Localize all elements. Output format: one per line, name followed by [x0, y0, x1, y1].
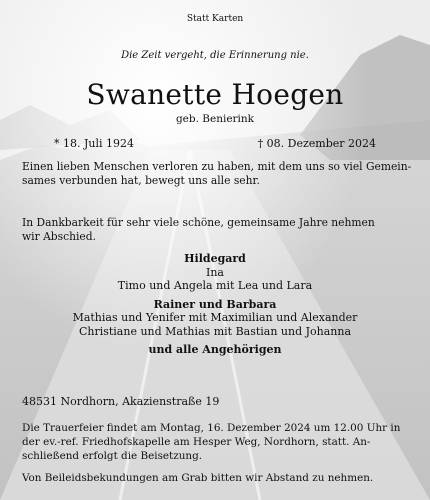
mourner-name: Timo und Angela mit Lea und Lara	[117, 279, 313, 292]
paragraph-line: In Dankbarkeit für sehr viele schöne, gemeinsame Jahre nehmen	[22, 216, 375, 229]
header-quote: Die Zeit vergeht, die Erinnerung nie.	[121, 50, 309, 61]
paragraph-loss	[22, 160, 412, 188]
paragraph-condolence-note: Von Beileidsbekundungen am Grab bitten wir Abstand zu nehmen.	[22, 472, 374, 484]
mourners-list	[0, 252, 430, 357]
paragraph-line: der ev.-ref. Friedhofskapelle am Hesper Weg, Nordhorn, statt. An-	[22, 436, 371, 448]
address: 48531 Nordhorn, Akazienstraße 19	[22, 395, 220, 408]
paragraph-ceremony	[22, 421, 412, 463]
mourner-name: Rainer und Barbara	[153, 297, 277, 311]
paragraph-gratitude	[22, 216, 412, 244]
mourner-name: Ina	[206, 265, 224, 279]
paragraph-line: wir Abschied.	[22, 230, 96, 243]
birth-date: * 18. Juli 1924	[54, 137, 135, 150]
paragraph-line: sames verbunden hat, bewegt uns alle sehr.	[22, 174, 260, 187]
mourner-all-relatives: und alle Angehörigen	[148, 343, 282, 356]
mourner-name: Christiane und Mathias mit Bastian und Johanna	[78, 324, 352, 338]
mourner-name: Hildegard	[184, 252, 246, 265]
mourner-name: Mathias und Yenifer mit Maximilian und Alexander	[72, 311, 358, 324]
death-date: † 08. Dezember 2024	[257, 137, 376, 150]
header-statt-karten: Statt Karten	[186, 14, 244, 24]
life-dates	[54, 137, 376, 150]
paragraph-line: schließend erfolgt die Beisetzung.	[22, 450, 203, 462]
maiden-name: geb. Benierink	[175, 113, 255, 125]
paragraph-line: Einen lieben Menschen verloren zu haben, mit dem uns so viel Gemein-	[22, 160, 412, 173]
paragraph-line: Die Trauerfeier findet am Montag, 16. Dezember 2024 um 12.00 Uhr in	[22, 422, 401, 434]
deceased-name: Swanette Hoegen	[86, 78, 344, 111]
